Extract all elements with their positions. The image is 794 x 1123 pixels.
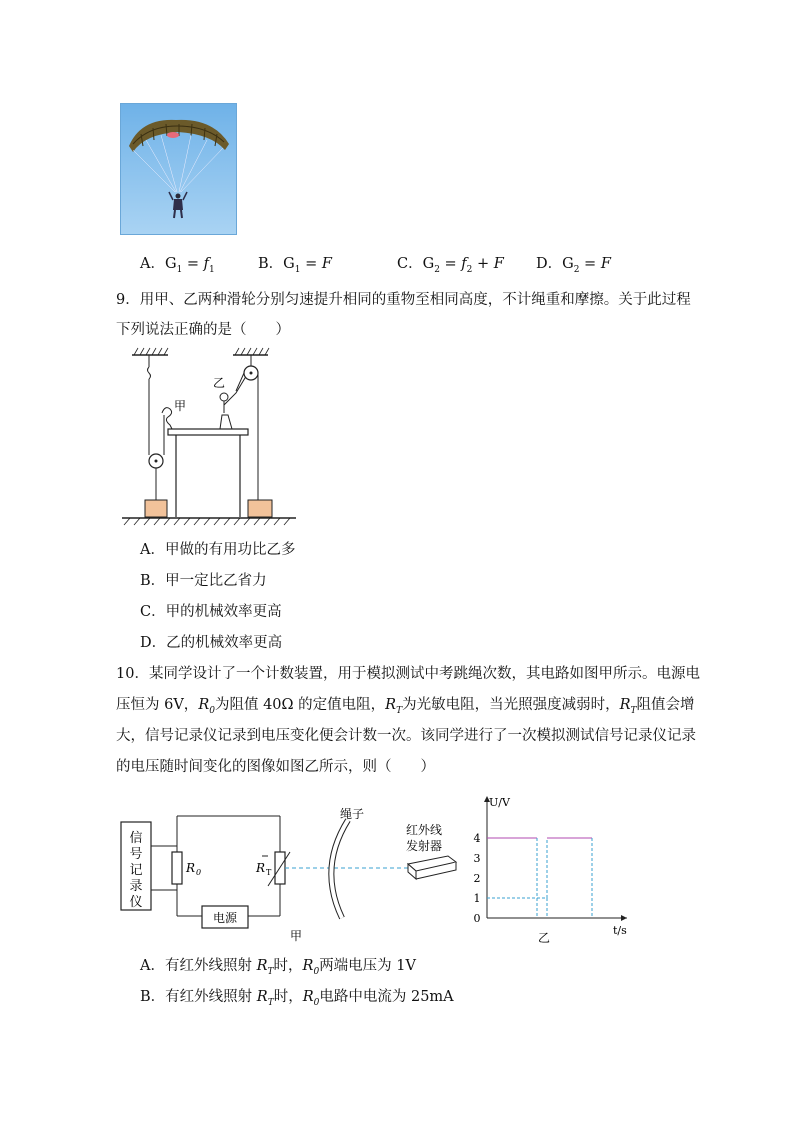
resistor-r0: [172, 852, 182, 884]
q9-option-d[interactable]: D．乙的机械效率更高: [140, 635, 283, 651]
svg-text:电源: 电源: [212, 911, 238, 925]
q10-voltage-graph: [465, 790, 635, 945]
y-tick-label: 3: [473, 852, 481, 865]
q9-stem-line2: 下列说法正确的是（ ）: [116, 322, 290, 338]
q9-option-a[interactable]: A．甲做的有用功比乙多: [140, 542, 296, 558]
y-axis-label: U/V: [489, 796, 510, 809]
q8-option-c[interactable]: C．$G_2 = f_2 + F$: [397, 256, 504, 275]
q8-option-d[interactable]: D．$G_2 = F$: [536, 256, 611, 275]
q9-stem-line1: 9．用甲、乙两种滑轮分别匀速提升相同的重物至相同高度，不计绳重和摩擦。关于此过程: [116, 292, 691, 308]
q10-circuit-figure: [118, 800, 468, 945]
emitter-label-2: 发射器: [406, 839, 443, 853]
y-tick-label: 4: [473, 832, 481, 845]
q10-option-a[interactable]: A．有红外线照射 $R_T$时，$R_0$两端电压为 1V: [140, 958, 416, 977]
rope-label: 绳子: [340, 807, 365, 821]
y-tick-label: 2: [473, 872, 481, 885]
x-axis-label: t/s: [613, 924, 627, 937]
svg-text:T: T: [266, 868, 272, 877]
y-tick-label: 0: [473, 912, 481, 925]
q9-pulley-figure: [118, 345, 300, 527]
circuit-fig-label: 甲: [290, 929, 303, 943]
q8-option-b[interactable]: B．$G_1 = F$: [258, 256, 332, 275]
svg-text:R: R: [186, 861, 196, 875]
recorder-label: 信号记录仪: [129, 831, 143, 910]
q10-stem-line4: 的电压随时间变化的图像如图乙所示，则（ ）: [116, 759, 435, 775]
q10-stem-line3: 大，信号记录仪记录到电压变化便会计数一次。该同学进行了一次模拟测试信号记录仪记录: [116, 728, 696, 744]
graph-fig-label: 乙: [538, 931, 551, 945]
q10-option-b[interactable]: B．有红外线照射 $R_T$时，$R_0$电路中电流为 25mA: [140, 989, 454, 1008]
parachute-photo: [120, 103, 237, 235]
q9-option-b[interactable]: B．甲一定比乙省力: [140, 573, 267, 589]
fig-label-jia: 甲: [174, 399, 187, 413]
q8-option-a[interactable]: A．$G_1 = f_1$: [140, 256, 215, 275]
q9-option-c[interactable]: C．甲的机械效率更高: [140, 604, 282, 620]
fig-label-yi: 乙: [213, 376, 226, 390]
svg-text:R: R: [256, 861, 266, 875]
q10-stem-line2: 压恒为 6V，$R_0$为阻值 40Ω 的定值电阻，$R_T$为光敏电阻，当光照强度减弱时，$R_T$阻值会增: [116, 697, 695, 716]
svg-text:0: 0: [196, 868, 202, 877]
y-tick-label: 1: [473, 892, 481, 905]
emitter-label-1: 红外线: [406, 823, 443, 837]
x-axis-arrow: [621, 915, 627, 921]
q10-stem-line1: 10．某同学设计了一个计数装置，用于模拟测试中考跳绳次数，其电路如图甲所示。电源电: [116, 666, 700, 682]
